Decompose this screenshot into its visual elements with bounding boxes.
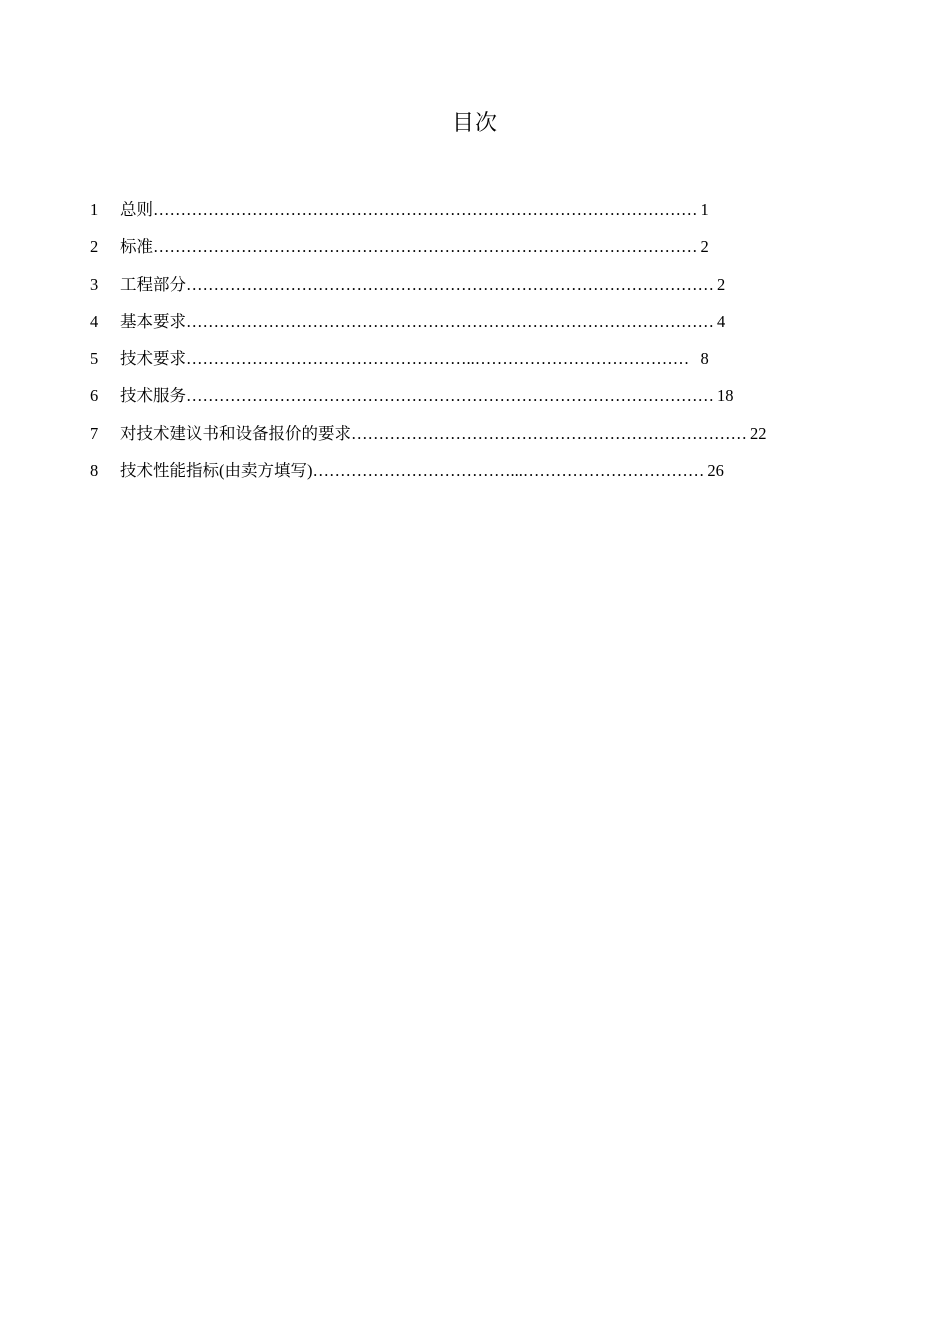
toc-leader-dots: ……………………………………………..………………………………… — [186, 349, 690, 369]
toc-list — [90, 196, 830, 494]
toc-entry — [90, 271, 830, 308]
toc-entry-page: 8 — [692, 349, 709, 369]
toc-entry-page: 18 — [717, 386, 734, 406]
toc-entry — [90, 457, 830, 494]
toc-entry-text — [120, 233, 709, 261]
toc-entry — [90, 420, 830, 457]
toc-entry-label: 标准 — [120, 237, 153, 257]
toc-entry-page: 2 — [700, 237, 709, 257]
toc-entry-number: 4 — [90, 311, 99, 331]
toc-entry-label: 对技术建议书和设备报价的要求 — [120, 423, 351, 443]
toc-entry-label: 基本要求 — [120, 311, 186, 331]
toc-entry-text — [120, 382, 734, 410]
toc-entry-text — [120, 196, 709, 224]
toc-leader-dots: …………………………………………………………………………………… — [186, 386, 714, 406]
toc-entry — [90, 196, 830, 233]
toc-leader-dots: ……………………………………………………………………………………… — [153, 200, 698, 219]
toc-entry-text — [120, 457, 724, 485]
toc-entry-text — [120, 308, 725, 336]
toc-entry-number: 5 — [90, 349, 99, 369]
toc-entry — [90, 382, 830, 419]
toc-entry-number: 2 — [90, 237, 99, 257]
toc-entry-page: 2 — [717, 274, 726, 294]
toc-leader-dots: ……………………………………………………………………………………… — [153, 237, 698, 257]
toc-entry-number: 1 — [90, 200, 99, 219]
toc-entry-number: 6 — [90, 386, 99, 406]
toc-entry-text — [120, 345, 709, 373]
toc-leader-dots: ………………………………...…………………………… — [312, 461, 705, 481]
toc-entry-label: 技术性能指标(由卖方填写) — [120, 461, 313, 481]
toc-leader-dots: …………………………………………………………………………………… — [186, 274, 714, 294]
toc-leader-dots: …………………………………………………………………………………… — [186, 311, 714, 331]
toc-entry-label: 总则 — [120, 200, 153, 219]
toc-entry-page: 26 — [707, 461, 724, 481]
toc-leader-dots: ……………………………………………………………… — [351, 423, 747, 443]
toc-entry-number: 7 — [90, 423, 99, 443]
toc-entry-label: 技术要求 — [120, 349, 186, 369]
toc-entry-number: 3 — [90, 274, 99, 294]
toc-entry-label: 技术服务 — [120, 386, 186, 406]
toc-entry-text — [120, 420, 767, 448]
toc-entry-label: 工程部分 — [120, 274, 186, 294]
toc-entry-number: 8 — [90, 461, 99, 481]
toc-entry — [90, 308, 830, 345]
toc-entry — [90, 233, 830, 270]
toc-title: 目次 — [451, 110, 498, 135]
toc-entry-text — [120, 271, 725, 299]
toc-entry-page: 22 — [750, 423, 767, 443]
toc-entry-page: 4 — [717, 311, 726, 331]
toc-entry — [90, 345, 830, 382]
toc-entry-page: 1 — [700, 200, 709, 219]
